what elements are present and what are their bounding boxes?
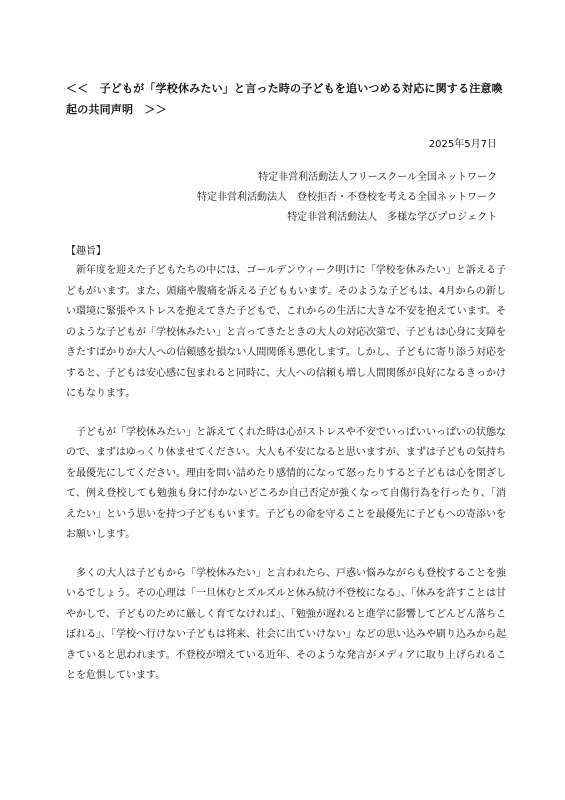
section-heading: 【趣旨】 — [66, 246, 106, 257]
body-paragraph: 子どもが「学校休みたい」と訴えてくれた時は心がストレスや不安でいっぱいいっぱいの状態なので、まずはゆっくり休ませてください。大人も不安になると思いますが、まずは子どもの気持ちを最優先にしてください。理由を問い詰めたり感情的になって怒ったりすると子どもは心を閉ざして、例え登校しても勉強も身に付かないどころか自己否定が強くなって自傷行為を行ったり、「消えたい」という思いを持つ子どももいます。子どもの命を守ることを最優先に子どもへの寄添いをお願いします。 — [66, 426, 506, 540]
purpose-section — [66, 243, 506, 705]
organization-list — [117, 168, 497, 228]
document-title: ＜＜ 子どもが「学校休みたい」と言った時の子どもを追いつめる対応に関する注意喚起の共同声明 ＞＞ — [66, 82, 503, 116]
document-date: 2025年5月7日 — [428, 139, 497, 150]
organization-name: 特定非営利活動法人フリースクール全国ネットワーク — [258, 172, 497, 183]
body-paragraph: 新年度を迎えた子どもたちの中には、ゴールデンウィーク明けに「学校を休みたい」と訴える子どもがいます。また、頭痛や腹痛を訴える子どももいます。そのような子どもは、4月からの新しい環境に緊張やストレスを抱えてきた子どもで、これからの生活に大きな不安を抱えています。そのような子どもが「学校休みたい」と言ってきたときの大人の対応次第で、子どもは心身に支障をきたすばかりか大人への信頼感を損ない人間関係も悪化します。しかし、子どもに寄り添う対応をすると、子どもは安心感に包まれると同時に、大人への信頼も増し人間関係が良好になるきっかけにもなります。 — [66, 265, 506, 399]
organization-name: 特定非営利活動法人 登校拒否・不登校を考える全国ネットワーク — [197, 192, 497, 203]
body-paragraph: 多くの大人は子どもから「学校休みたい」と言われたら、戸惑い悩みながらも登校することを強いるでしょう。その心理は「一旦休むとズルズルと休み続け不登校になる」、「休みを許すことは甘やかしで、子どものために厳しく育てなければ」、「勉強が遅れると進学に影響してどんどん落ちこぼれる」、「学校へ行けない子どもは将来、社会に出ていけない」などの思い込みや刷り込みから起きていると思われます。不登校が増えている近年、そのような発言がメディアに取り上げられることを危惧しています。 — [66, 567, 506, 681]
organization-name: 特定非営利活動法人 多様な学びプロジェクト — [287, 212, 497, 223]
